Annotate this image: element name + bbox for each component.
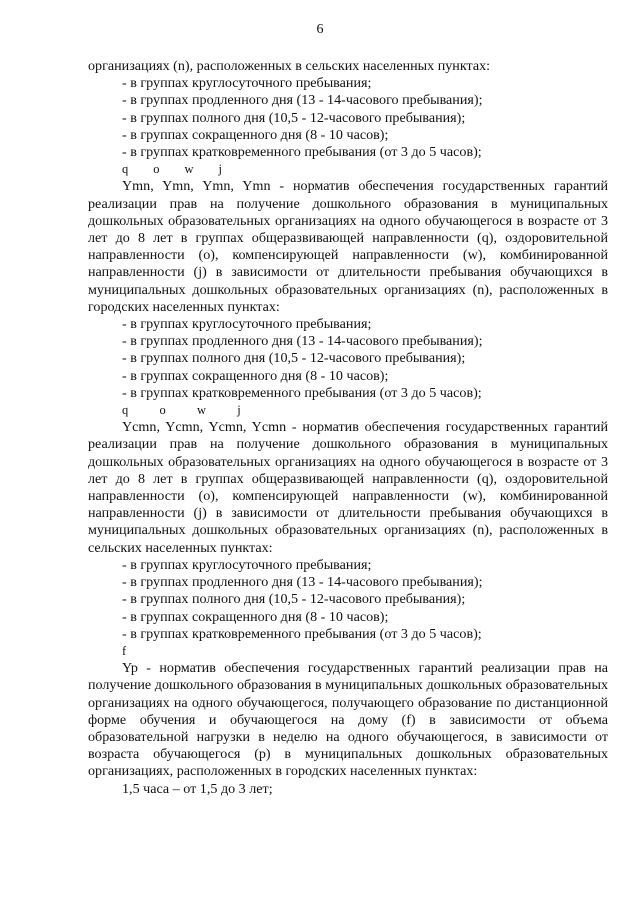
- superscript-indices: q o w j: [122, 403, 241, 418]
- norm-definition-rural: Ycmn, Ycmn, Ycmn, Ycmn - норматив обеспечения государственных гарантий реализации прав на получение дошкольного образования в муниципальных дошкольных образовательных организациях на одного обучающегося в возрасте от 3 лет до 8 лет в группах общеразвивающей направленности (q), оздоровительной направленности (o), компенсирующей направленности (w), комбинированной направленности (j) в зависимости от длительности пребывания обучающихся в муниципальных дошкольных образовательных организациях (n), расположенных в сельских населенных пунктах:: [88, 419, 608, 556]
- list-item: - в группах полного дня (10,5 - 12-часового пребывания);: [122, 109, 466, 126]
- list-item: - в группах сокращенного дня (8 - 10 часов);: [122, 367, 389, 384]
- list-item: - в группах кратковременного пребывания (от 3 до 5 часов);: [122, 384, 482, 401]
- list-item: - в группах продленного дня (13 - 14-часового пребывания);: [122, 333, 483, 350]
- list-item: - в группах круглосуточного пребывания;: [122, 75, 372, 92]
- list-item: - в группах круглосуточного пребывания;: [122, 556, 372, 573]
- superscript-indices: q o w j: [122, 162, 222, 177]
- list-item: - в группах полного дня (10,5 - 12-часового пребывания);: [122, 350, 466, 367]
- document-body: [88, 58, 608, 798]
- list-item: - в группах кратковременного пребывания (от 3 до 5 часов);: [122, 144, 482, 161]
- page-number: 6: [316, 22, 324, 37]
- norm-definition-distance: Yp - норматив обеспечения государственных гарантий реализации прав на получение дошкольного образования в муниципальных дошкольных образовательных организациях на одного обучающегося, получающего образование по дистанционной форме обучения и обучающегося на дому (f) в зависимости от объема образовательной нагрузки в неделю на одного обучающегося, в зависимости от возраста обучающегося (p) в муниципальных дошкольных образовательных организациях, расположенных в городских населенных пунктах:: [88, 660, 608, 780]
- list-item: 1,5 часа – от 1,5 до 3 лет;: [122, 780, 273, 797]
- list-item: - в группах продленного дня (13 - 14-часового пребывания);: [122, 574, 483, 591]
- paragraph-continuation: организациях (n), расположенных в сельских населенных пунктах:: [88, 58, 491, 74]
- list-item: - в группах сокращенного дня (8 - 10 часов);: [122, 126, 389, 143]
- norm-definition-urban: Ymn, Ymn, Ymn, Ymn - норматив обеспечения государственных гарантий реализации прав на получение дошкольного образования в муниципальных дошкольных образовательных организациях на одного обучающегося в возрасте от 3 лет до 8 лет в группах общеразвивающей направленности (q), оздоровительной направленности (o), компенсирующей направленности (w), комбинированной направленности (j) в зависимости от длительности пребывания обучающихся в муниципальных дошкольных образовательных организациях (n), расположенных в городских населенных пунктах:: [88, 178, 608, 315]
- list-item: - в группах круглосуточного пребывания;: [122, 316, 372, 333]
- list-item: - в группах продленного дня (13 - 14-часового пребывания);: [122, 92, 483, 109]
- superscript-indices: f: [122, 643, 127, 658]
- list-item: - в группах сокращенного дня (8 - 10 часов);: [122, 608, 389, 625]
- list-item: - в группах полного дня (10,5 - 12-часового пребывания);: [122, 591, 466, 608]
- list-item: - в группах кратковременного пребывания (от 3 до 5 часов);: [122, 625, 482, 642]
